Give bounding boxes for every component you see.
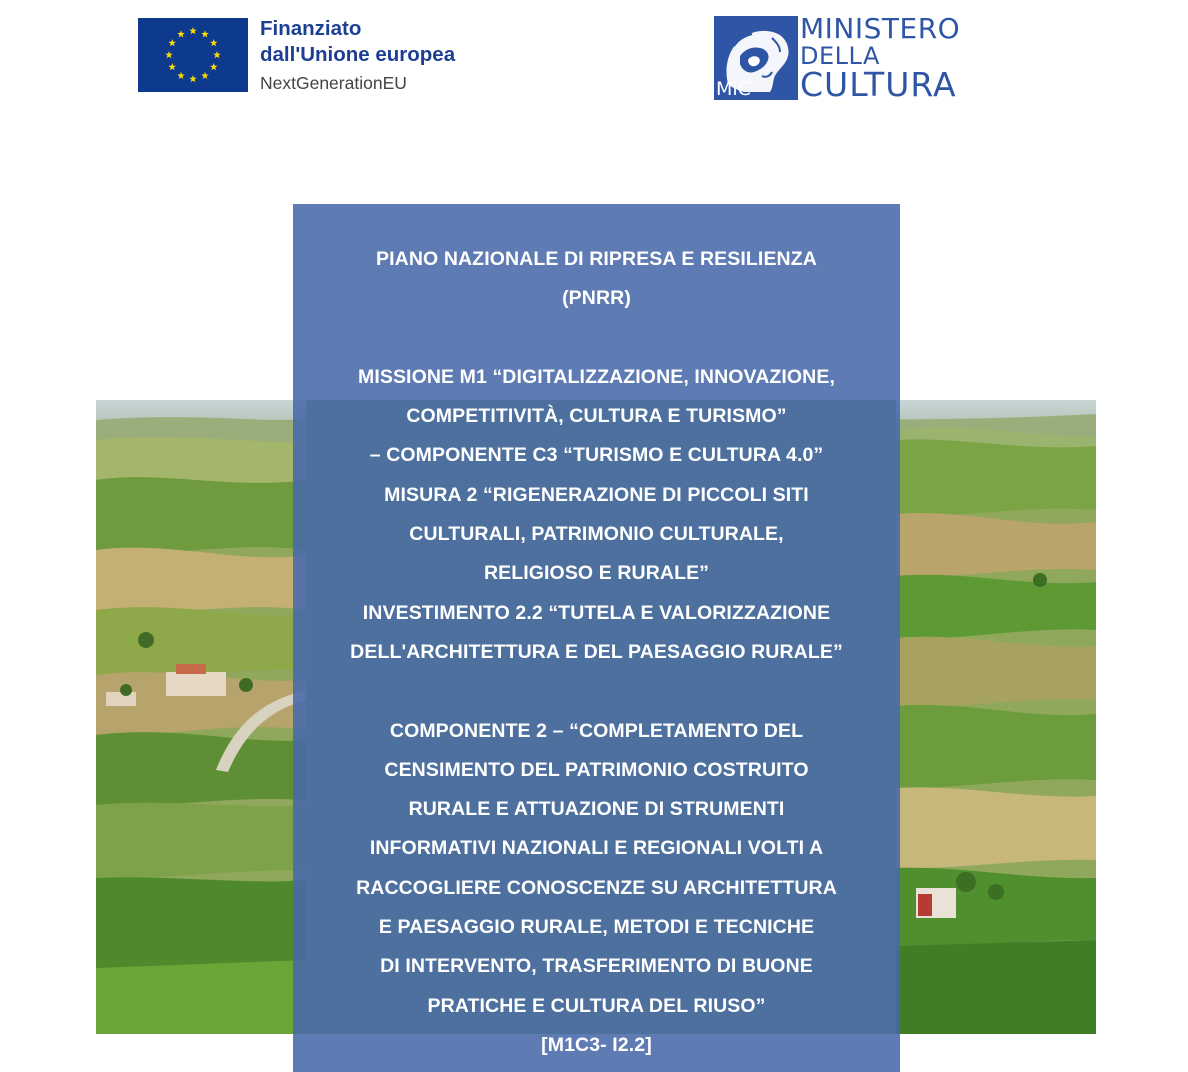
- eu-logo-line2: dall'Unione europea: [260, 43, 456, 66]
- eu-star-icon: [213, 51, 221, 58]
- eu-star-icon: [189, 75, 197, 82]
- ministry-abbr: MiC: [716, 78, 751, 100]
- ministry-line3: CULTURA: [800, 65, 957, 104]
- component-line: CENSIMENTO DEL PATRIMONIO COSTRUITO: [384, 758, 809, 781]
- eu-star-icon: [201, 72, 209, 79]
- eu-funding-logo: [138, 18, 498, 98]
- spacer: [293, 672, 900, 711]
- eu-star-icon: [210, 63, 218, 70]
- eu-logo-line3: NextGenerationEU: [260, 73, 407, 93]
- eu-star-icon: [201, 30, 209, 37]
- mission-line: – COMPONENTE C3 “TURISMO E CULTURA 4.0”: [369, 444, 824, 467]
- eu-logo-line1: Finanziato: [260, 17, 362, 40]
- eu-star-icon: [165, 51, 173, 58]
- mission-line: RELIGIOSO E RURALE”: [483, 562, 710, 585]
- panel-title-line: PIANO NAZIONALE DI RIPRESA E RESILIENZA: [376, 248, 817, 270]
- mission-line: DELL'ARCHITETTURA E DEL PAESAGGIO RURALE”: [350, 640, 843, 663]
- eu-star-icon: [177, 30, 185, 37]
- ministry-logo-text: [800, 14, 960, 102]
- spacer: [293, 319, 900, 358]
- component-line: RURALE E ATTUAZIONE DI STRUMENTI: [408, 798, 785, 821]
- component-line: COMPONENTE 2 – “COMPLETAMENTO DEL: [389, 719, 804, 742]
- eu-flag-icon: [138, 18, 248, 92]
- component-line: E PAESAGGIO RURALE, METODI E TECNICHE: [378, 916, 815, 939]
- mission-line: COMPETITIVITÀ, CULTURA E TURISMO”: [406, 405, 787, 428]
- component-code: [M1C3- I2.2]: [541, 1033, 652, 1056]
- ministry-line2: DELLA: [800, 42, 880, 70]
- eu-star-icon: [210, 39, 218, 46]
- panel-title-line: (PNRR): [562, 287, 631, 310]
- pnrr-info-panel: [293, 204, 900, 1072]
- component-line: RACCOGLIERE CONOSCENZE SU ARCHITETTURA: [356, 876, 837, 899]
- component-line: INFORMATIVI NAZIONALI E REGIONALI VOLTI A: [369, 837, 824, 860]
- mission-line: MISURA 2 “RIGENERAZIONE DI PICCOLI SITI: [384, 483, 809, 506]
- mission-line: CULTURALI, PATRIMONIO CULTURALE,: [409, 523, 784, 546]
- panel-text: [293, 240, 900, 1065]
- ministry-logo: [714, 12, 974, 104]
- mission-line: MISSIONE M1 “DIGITALIZZAZIONE, INNOVAZIONE,: [357, 365, 835, 388]
- component-line: DI INTERVENTO, TRASFERIMENTO DI BUONE: [380, 955, 813, 978]
- eu-logo-text: [260, 16, 455, 96]
- eu-star-icon: [168, 39, 176, 46]
- mission-line: INVESTIMENTO 2.2 “TUTELA E VALORIZZAZIONE: [362, 601, 831, 624]
- ministry-emblem-icon: [714, 16, 798, 100]
- ministry-line1: MINISTERO: [800, 12, 961, 45]
- eu-star-icon: [177, 72, 185, 79]
- component-line: PRATICHE E CULTURA DEL RIUSO”: [427, 994, 766, 1017]
- eu-star-icon: [189, 27, 197, 34]
- eu-star-icon: [168, 63, 176, 70]
